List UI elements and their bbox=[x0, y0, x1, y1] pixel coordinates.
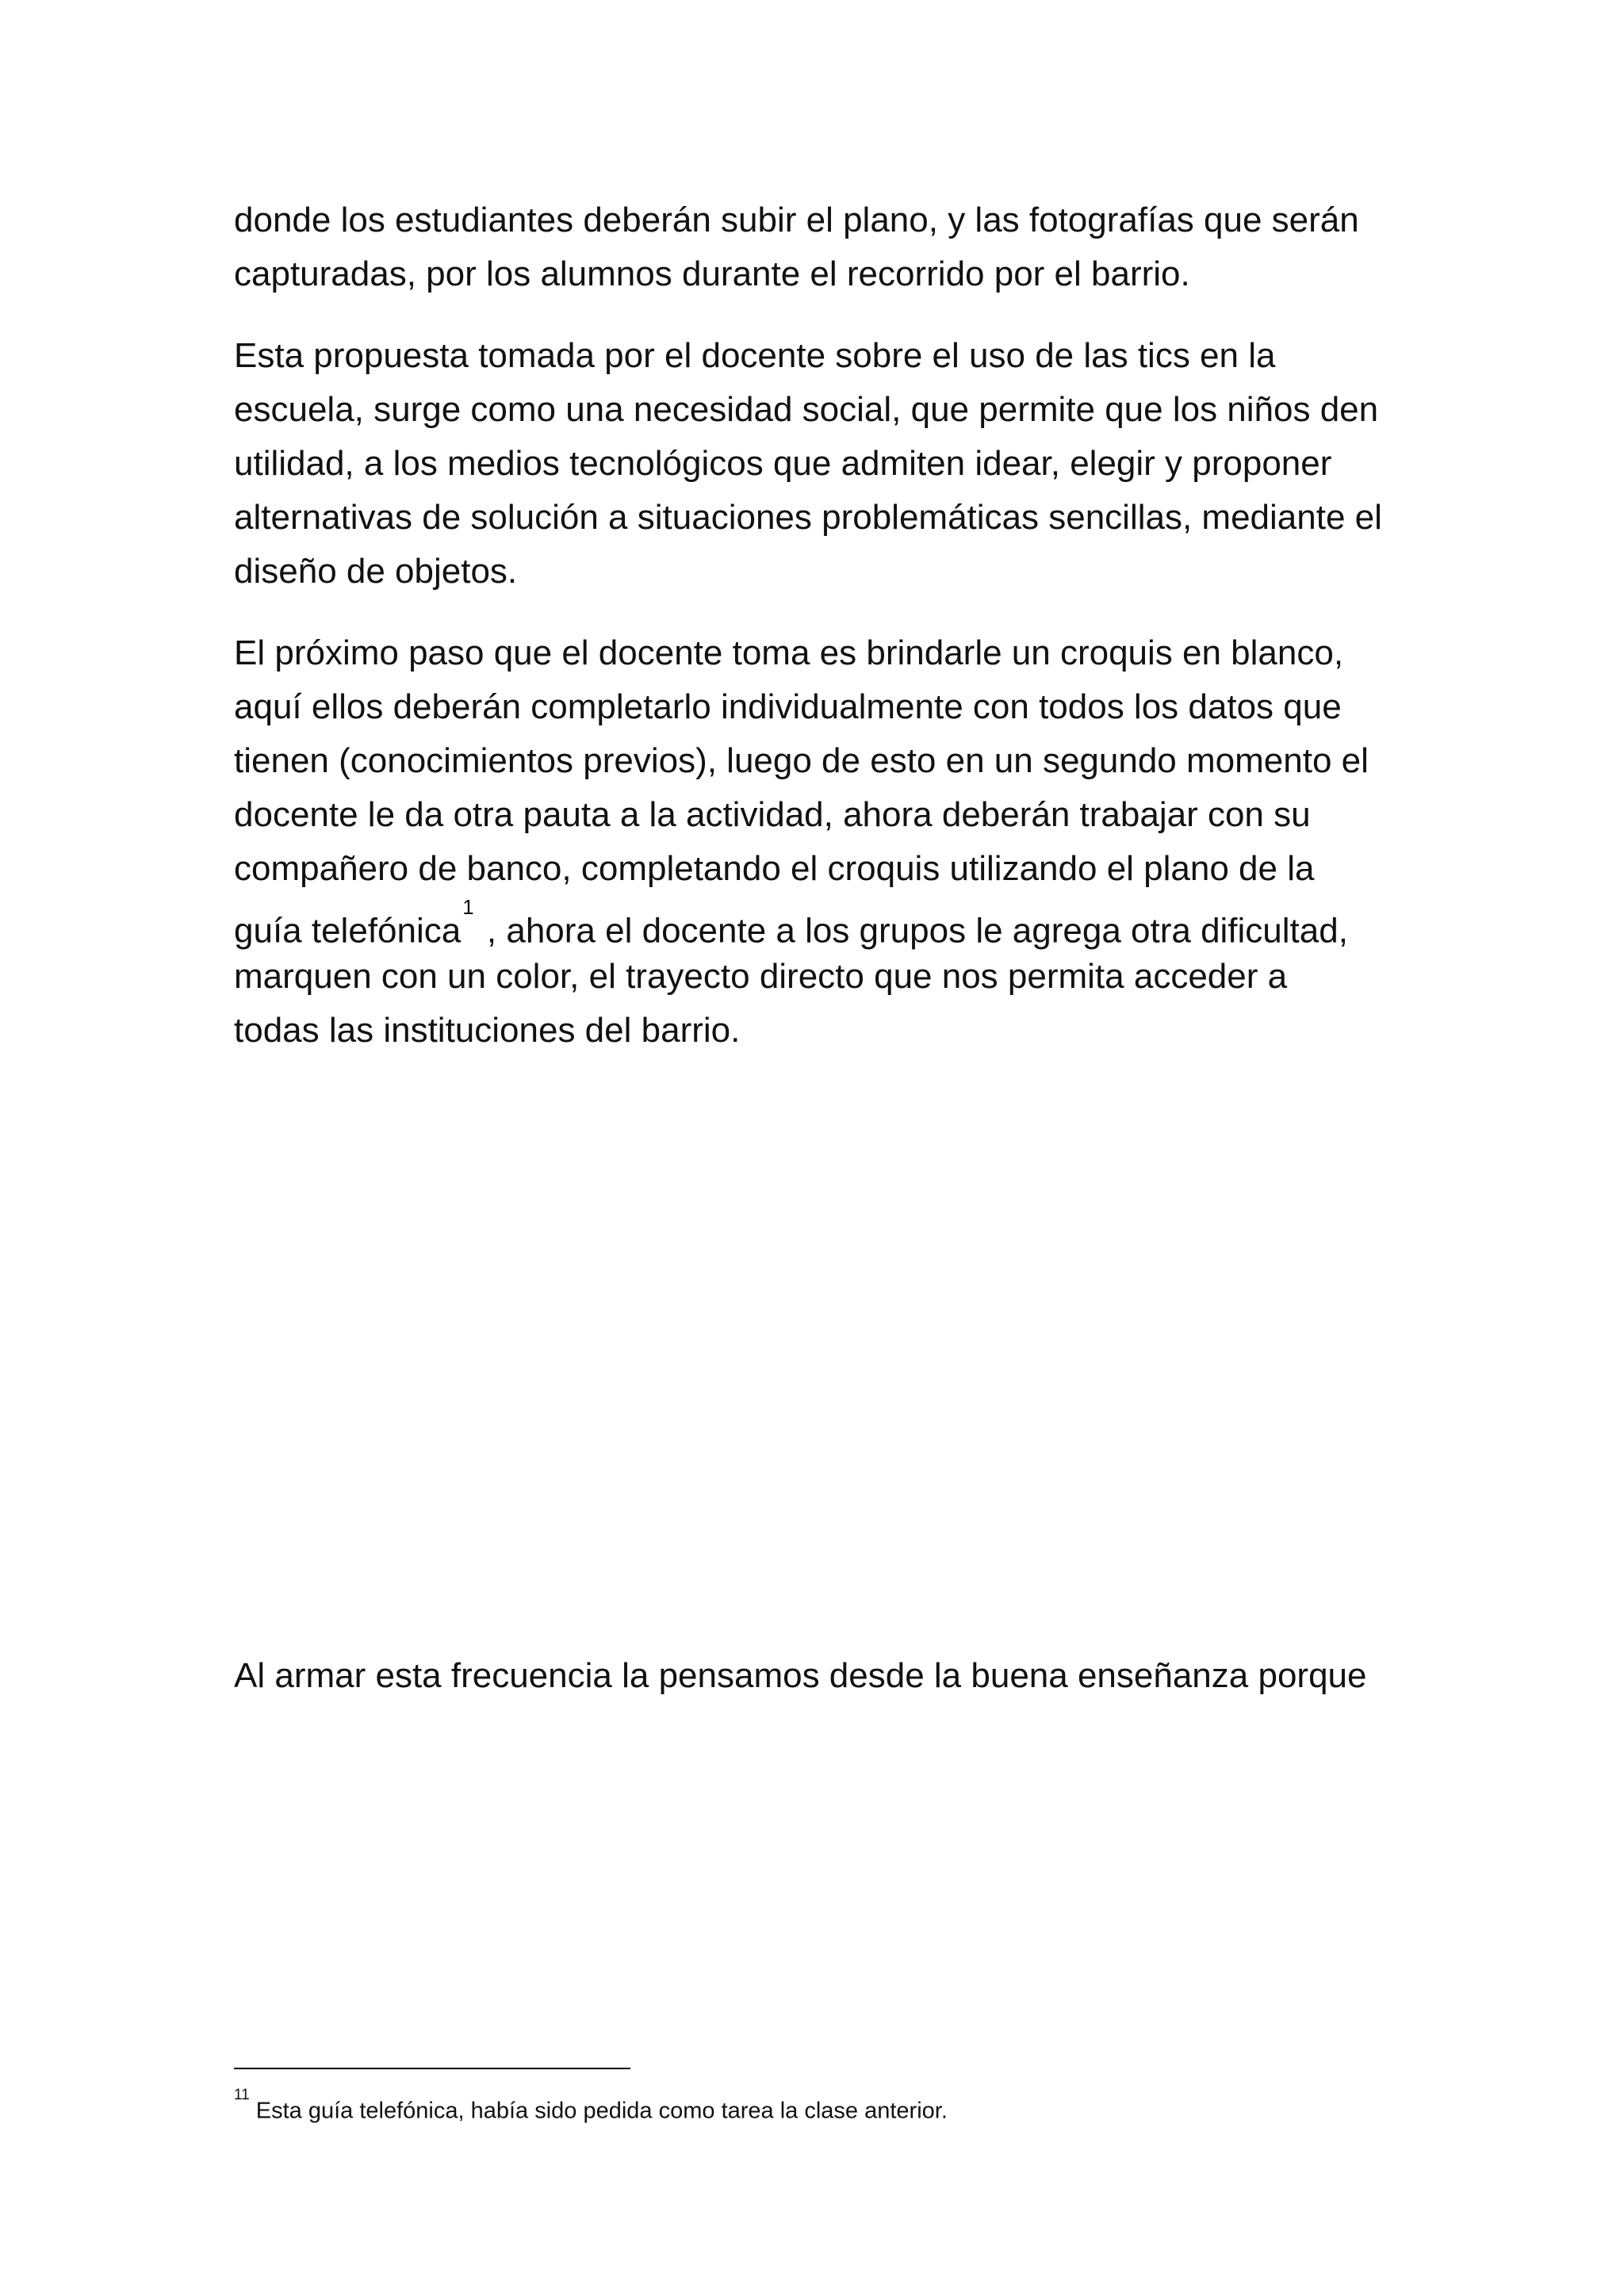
text-line: Esta propuesta tomada por el docente sobre el uso de las tics en la bbox=[234, 336, 1276, 375]
text-line: donde los estudiantes deberán subir el plano, y las fotografías que serán bbox=[234, 201, 1359, 239]
text-line: capturadas, por los alumnos durante el recorrido por el barrio. bbox=[234, 254, 1190, 293]
footnote-reference[interactable]: 1 bbox=[462, 895, 474, 919]
footnote-line-before: guía telefónica bbox=[234, 911, 462, 951]
text-line: tienen (conocimientos previos), luego de esto en un segundo momento el bbox=[234, 741, 1369, 780]
paragraph-2 bbox=[234, 329, 1423, 599]
text-line: marquen con un color, el trayecto directo que nos permita acceder a bbox=[234, 957, 1288, 996]
footnote-line-after: , ahora el docente a los grupos le agrega otra dificultad, bbox=[477, 911, 1348, 951]
footnote-text: Esta guía telefónica, había sido pedida como tarea la clase anterior. bbox=[255, 2098, 948, 2124]
footnote bbox=[234, 2087, 948, 2127]
text-line-with-footnote bbox=[234, 896, 1423, 950]
paragraph-1 bbox=[234, 193, 1423, 301]
text-line: todas las instituciones del barrio. bbox=[234, 1011, 741, 1050]
footnote-number: 11 bbox=[234, 2087, 250, 2103]
text-line: escuela, surge como una necesidad social, que permite que los niños den bbox=[234, 390, 1379, 429]
text-line: aquí ellos deberán completarlo individualmente con todos los datos que bbox=[234, 687, 1342, 726]
text-line: Al armar esta frecuencia la pensamos desde la buena enseñanza porque bbox=[234, 1656, 1367, 1695]
text-line: alternativas de solución a situaciones problemáticas sencillas, mediante el bbox=[234, 498, 1382, 537]
footnote-separator bbox=[234, 2068, 630, 2069]
text-line: utilidad, a los medios tecnológicos que admiten idear, elegir y proponer bbox=[234, 444, 1332, 483]
text-line: diseño de objetos. bbox=[234, 552, 518, 591]
text-line: docente le da otra pauta a la actividad, ahora deberán trabajar con su bbox=[234, 795, 1311, 834]
paragraph-4 bbox=[234, 1649, 1423, 1703]
text-line: compañero de banco, completando el croquis utilizando el plano de la bbox=[234, 849, 1315, 888]
paragraph-3 bbox=[234, 626, 1423, 1058]
text-line: El próximo paso que el docente toma es brindarle un croquis en blanco, bbox=[234, 633, 1344, 672]
